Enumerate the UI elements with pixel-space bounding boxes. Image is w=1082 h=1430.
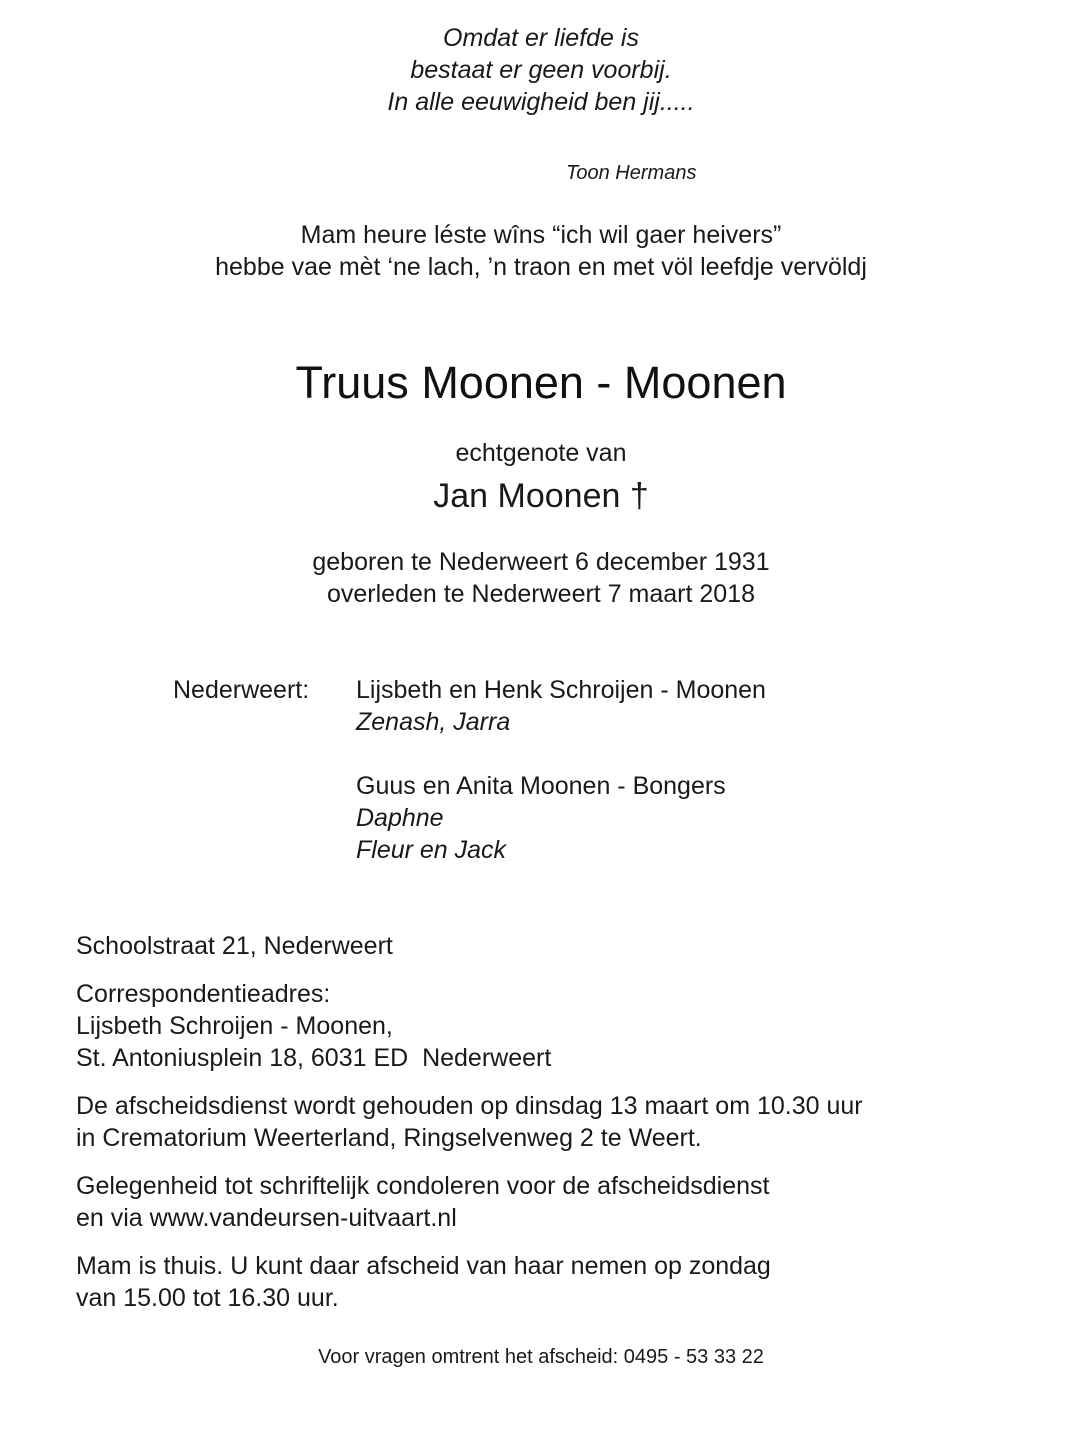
family-group bbox=[356, 770, 766, 866]
family-children: Fleur en Jack bbox=[356, 836, 507, 864]
visitation-info bbox=[76, 1250, 1036, 1314]
poem-line: Omdat er liefde is bbox=[443, 24, 639, 52]
family-parents: Guus en Anita Moonen - Bongers bbox=[356, 772, 726, 800]
dialect-line: Mam heure léste wîns “ich wil gaer heivers” bbox=[300, 221, 782, 249]
family-groups bbox=[356, 674, 766, 898]
service-line: in Crematorium Weerterland, Ringselvenweg 2 te Weert. bbox=[76, 1124, 702, 1152]
visitation-line: van 15.00 tot 16.30 uur. bbox=[76, 1284, 339, 1312]
poem-line: bestaat er geen voorbij. bbox=[410, 56, 672, 84]
family-place: Nederweert: bbox=[173, 676, 310, 704]
death-date: overleden te Nederweert 7 maart 2018 bbox=[326, 580, 756, 608]
footer-contact: Voor vragen omtrent het afscheid: 0495 - 53 33 22 bbox=[318, 1346, 764, 1368]
condolence-line: en via www.vandeursen-uitvaart.nl bbox=[76, 1204, 457, 1232]
spouse-name: Jan Moonen † bbox=[433, 477, 649, 515]
life-dates bbox=[0, 546, 1082, 610]
condolence-line: Gelegenheid tot schriftelijk condoleren voor de afscheidsdienst bbox=[76, 1172, 770, 1200]
visitation-line: Mam is thuis. U kunt daar afscheid van haar nemen op zondag bbox=[76, 1252, 771, 1280]
correspondence-name: Lijsbeth Schroijen - Moonen, bbox=[76, 1012, 393, 1040]
poem-author: Toon Hermans bbox=[566, 162, 697, 184]
correspondence-street: St. Antoniusplein 18, 6031 ED Nederweert bbox=[76, 1044, 552, 1072]
poem bbox=[0, 22, 1082, 118]
dialect-text bbox=[0, 219, 1082, 283]
poem-line: In alle eeuwigheid ben jij..... bbox=[387, 88, 695, 116]
family-children: Zenash, Jarra bbox=[356, 708, 511, 736]
birth-date: geboren te Nederweert 6 december 1931 bbox=[312, 548, 770, 576]
family-group bbox=[356, 674, 766, 738]
info-section bbox=[76, 930, 1036, 1330]
correspondence-address bbox=[76, 978, 1036, 1074]
service-info bbox=[76, 1090, 1036, 1154]
service-line: De afscheidsdienst wordt gehouden op dinsdag 13 maart om 10.30 uur bbox=[76, 1092, 863, 1120]
spouse-intro: echtgenote van bbox=[455, 439, 627, 467]
dialect-line: hebbe vae mèt ‘ne lach, ’n traon en met völ leefdje vervöldj bbox=[215, 253, 867, 281]
home-address bbox=[76, 930, 1036, 962]
correspondence-heading: Correspondentieadres: bbox=[76, 980, 331, 1008]
family-parents: Lijsbeth en Henk Schroijen - Moonen bbox=[356, 676, 766, 704]
condolence-info bbox=[76, 1170, 1036, 1234]
home-address-text: Schoolstraat 21, Nederweert bbox=[76, 932, 393, 960]
family-children: Daphne bbox=[356, 804, 444, 832]
deceased-name: Truus Moonen - Moonen bbox=[295, 357, 787, 408]
